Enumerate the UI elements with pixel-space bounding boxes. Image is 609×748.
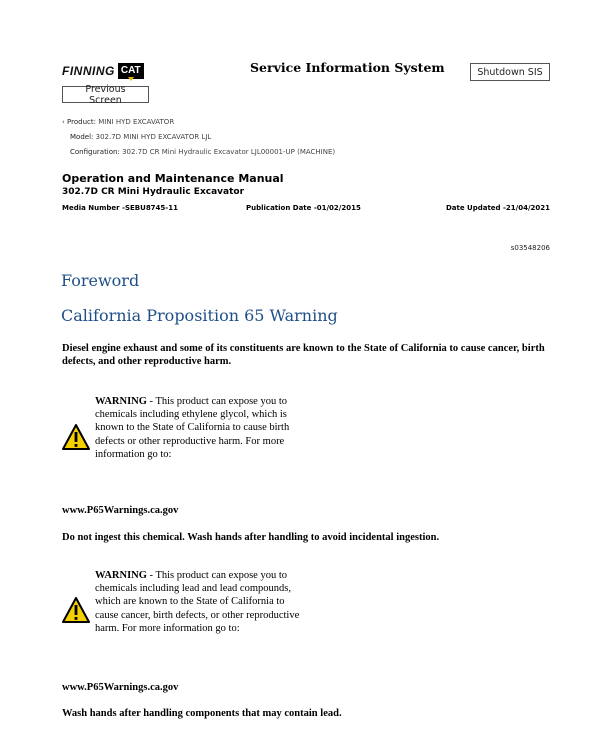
logo-text: FINNING [62, 63, 115, 78]
document-id: s03548206 [510, 244, 550, 252]
system-title: Service Information System [250, 60, 445, 75]
config-key: Configuration: [70, 148, 120, 156]
shutdown-sis-button[interactable]: Shutdown SIS [470, 63, 550, 81]
ingest-note: Do not ingest this chemical. Wash hands after handling to avoid incidental ingestion. [62, 532, 440, 543]
warning-label: WARNING [95, 570, 147, 581]
p65-url-1: www.P65Warnings.ca.gov [62, 505, 179, 516]
product-breadcrumb[interactable] [62, 118, 174, 126]
section-heading-foreword: Foreword [61, 271, 140, 290]
config-value: 302.7D CR Mini Hydraulic Excavator LJL00001-UP (MACHINE) [122, 148, 336, 156]
warning-label: WARNING [95, 396, 147, 407]
lead-note: Wash hands after handling components that may contain lead. [62, 708, 342, 719]
product-value: MINI HYD EXCAVATOR [98, 118, 175, 126]
model-key: Model: [70, 133, 94, 141]
manual-title: Operation and Maintenance Manual [62, 172, 284, 185]
finning-cat-logo [62, 61, 144, 80]
date-updated: Date Updated -21/04/2021 [445, 204, 550, 212]
previous-screen-button[interactable]: Previous Screen [62, 86, 149, 103]
warning-triangle-icon [62, 424, 90, 450]
warning-text [95, 569, 310, 635]
p65-url-2: www.P65Warnings.ca.gov [62, 682, 179, 693]
model-info [70, 133, 211, 141]
section-heading-prop65: California Proposition 65 Warning [61, 306, 338, 325]
publication-date: Publication Date -01/02/2015 [246, 204, 361, 212]
manual-subtitle: 302.7D CR Mini Hydraulic Excavator [62, 187, 245, 197]
warning-body: - This product can expose you to chemicals including lead and lead compounds, which are known to the State of California to cause cancer, birth defects, or other reproductive harm. For more information go to: [95, 570, 300, 634]
warning-triangle-icon [62, 597, 90, 623]
configuration-info [70, 148, 335, 156]
intro-paragraph: Diesel engine exhaust and some of its constituents are known to the State of California to cause cancer, birth defects, and other reproductive harm. [62, 343, 545, 367]
media-number: Media Number -SEBU8745-11 [62, 204, 178, 212]
model-value: 302.7D MINI HYD EXCAVATOR LJL [95, 133, 212, 141]
chevron-left-icon: ‹ [62, 118, 65, 126]
product-key: Product: [67, 118, 96, 126]
cat-badge: CAT [118, 63, 144, 79]
warning-body: - This product can expose you to chemicals including ethylene glycol, which is known to the State of California to cause birth defects or other reproductive harm. For more information go to: [95, 396, 290, 460]
warning-text [95, 395, 310, 461]
